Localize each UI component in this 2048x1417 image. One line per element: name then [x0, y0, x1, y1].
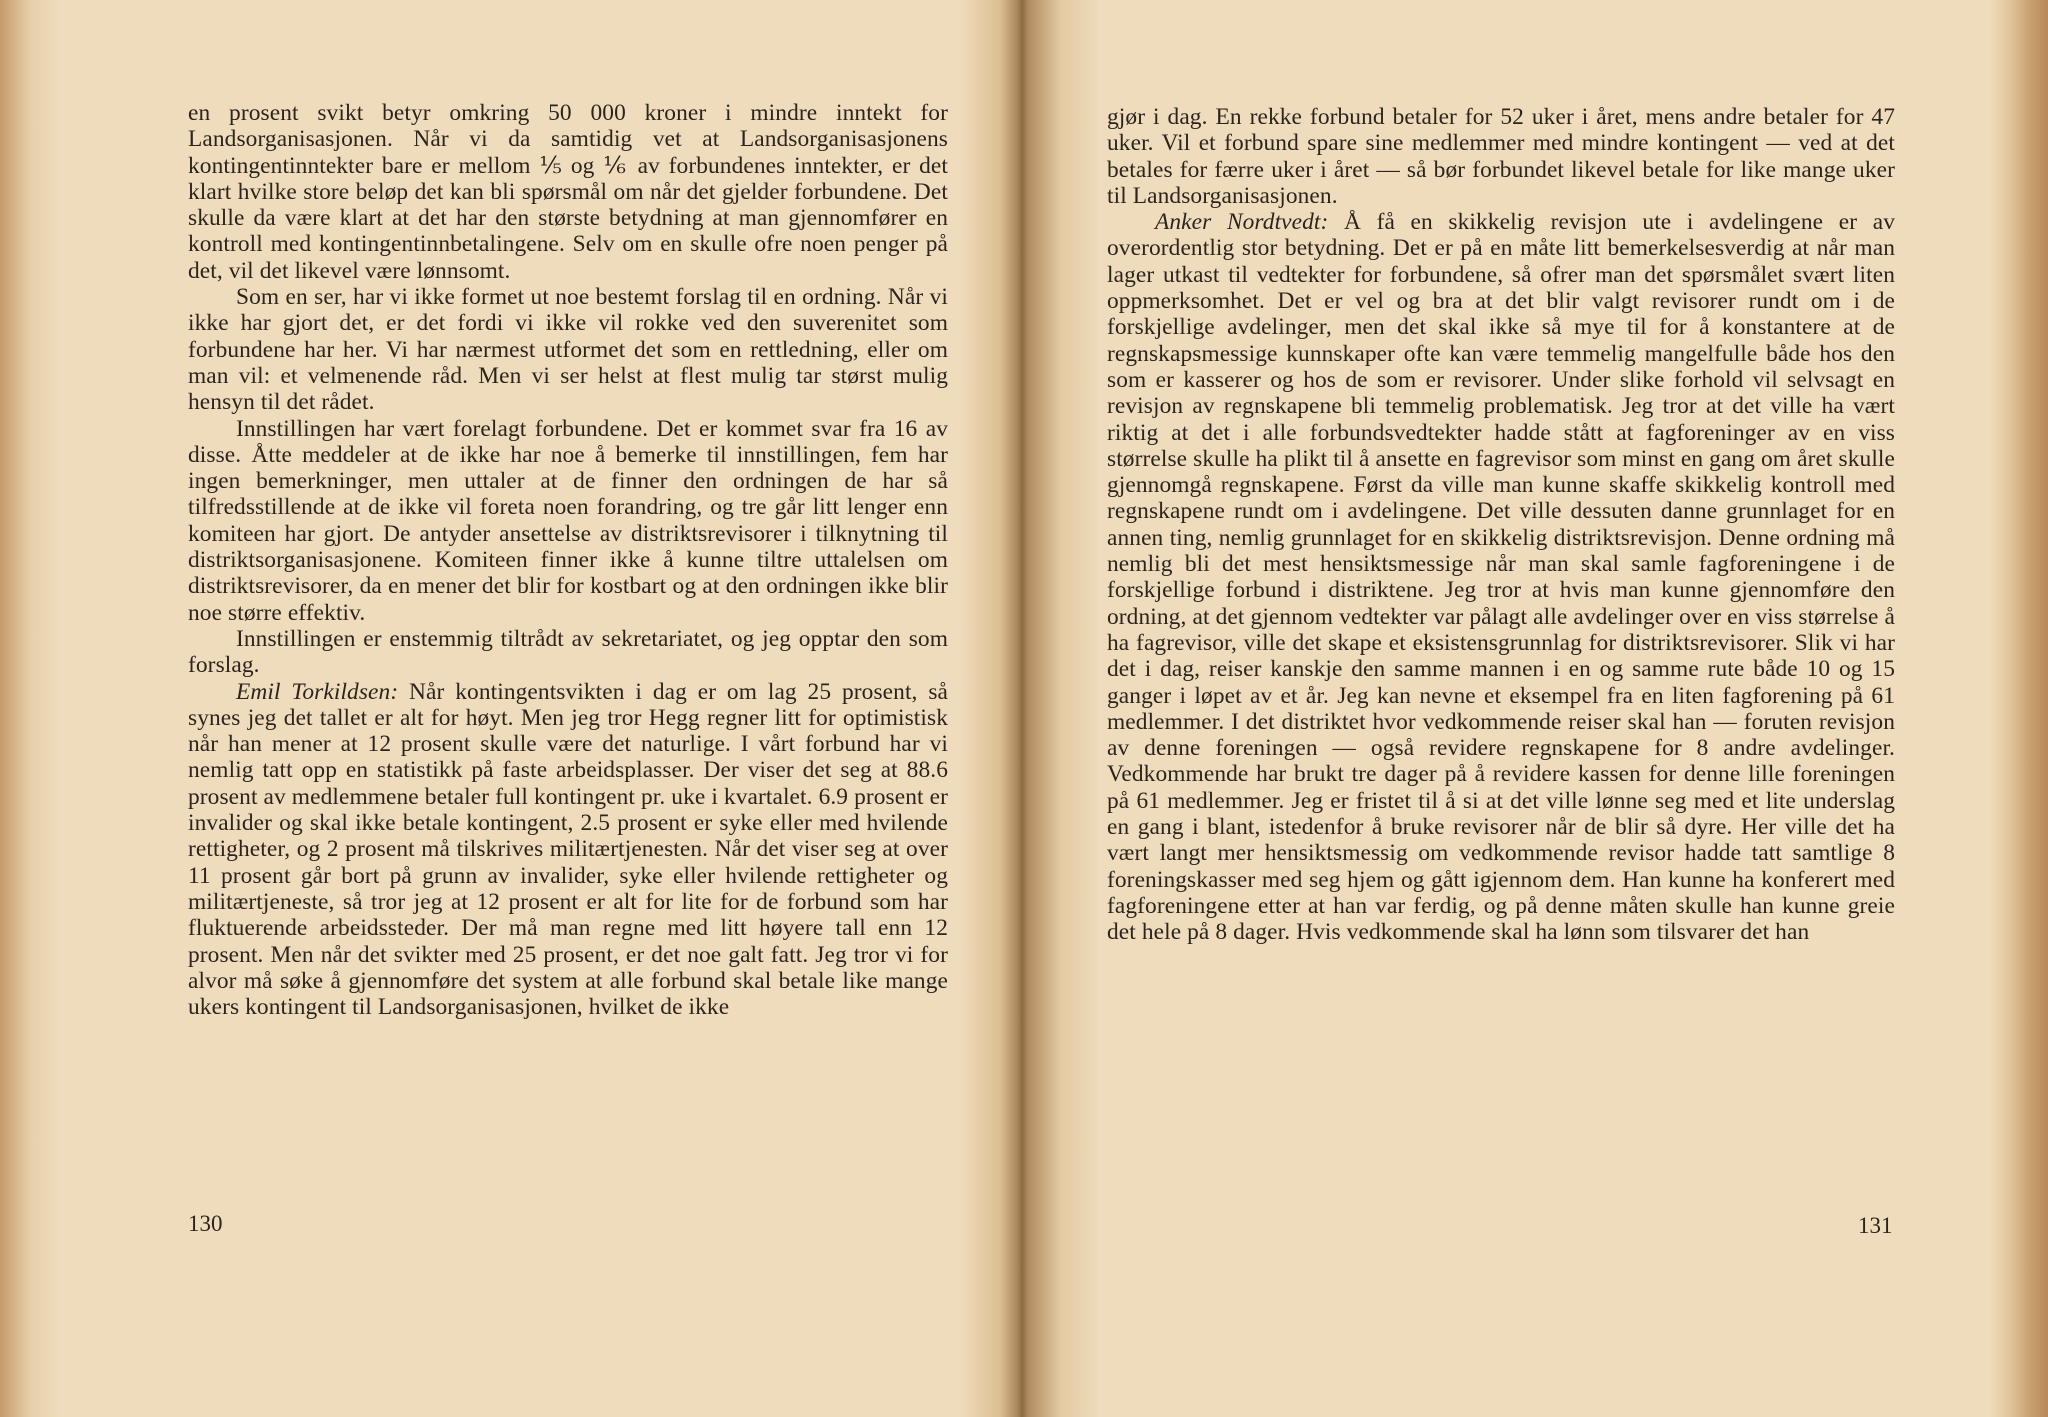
paragraph: [188, 679, 948, 1021]
paragraph: [1107, 209, 1895, 945]
paragraph: gjør i dag. En rekke forbund betaler for 52 uker i året, mens andre betaler for 47 uker. Vil et forbund spare sine medlemmer med mindre kontingent — ved at det betales for færre uker i året — så bør forbundet likevel betale for like mange uker til Landsorganisasjonen.: [1107, 104, 1895, 209]
right-page: [1028, 0, 2048, 1417]
paragraph-text: Når kontingentsvikten i dag er om lag 25 prosent, så synes jeg det tallet er alt for høyt. Men jeg tror Hegg regner litt for optimistisk når han mener at 12 prosent skulle være det naturlige. I vårt forbund har vi nemlig tatt opp en statistikk på faste arbeidsplasser. Der viser det seg at 88.6 prosent av medlemmene betaler full kontingent pr. uke i kvartalet. 6.9 prosent er invalider og skal ikke betale kontingent, 2.5 prosent er syke eller med hvilende rettigheter, og 2 prosent må tilskrives militærtjenesten. Når det viser seg at over 11 prosent går bort på grunn av invalider, syke eller hvilende rettigheter og militærtjeneste, så tror jeg at 12 prosent er alt for lite for de forbund som har fluktuerende arbeidssteder. Der må man regne med litt høyere tall enn 12 prosent. Men når det svikter med 25 prosent, er det noe galt fatt. Jeg tror vi for alvor må søke å gjennomføre det system at alle forbund skal betale like mange ukers kontingent til Landsorganisasjonen, hvilket de ikke: [188, 678, 948, 1021]
speaker-name: Anker Nordtvedt:: [1155, 209, 1329, 236]
left-page: [0, 0, 1018, 1417]
right-page-text: [1107, 104, 1895, 946]
paragraph-text: Å få en skikkelig revisjon ute i avdelingene er av overordentlig stor betydning. Det er på en måte litt bemerkelsesverdig at når man lager utkast til vedtekter for forbundene, så ofrer man det spørsmålet svært liten oppmerksomhet. Det er vel og bra at det blir valgt revisorer rundt om i de forskjellige avdelinger, men det skal ikke så mye til for å konstantere at de regnskapsmessige kunnskaper ofte kan være temmelig mangelfulle både hos den som er kasserer og hos de som er revisorer. Under slike forhold vil selvsagt en revisjon av regnskapene bli temmelig problematisk. Jeg tror at det ville ha vært riktig at det i alle forbundsvedtekter hadde stått at fagforeninger av en viss størrelse skulle ha plikt til å ansette en fagrevisor som minst en gang om året skulle gjennomgå regnskapene. Først da ville man kunne skaffe skikkelig kontroll med regnskapene rundt om i avdelingene. Det ville dessuten danne grunnlaget for en annen ting, nemlig grunnlaget for en skikkelig distriktsrevisjon. Denne ordning må nemlig bli det mest hensiktsmessige når man skal samle fagforeningene i de forskjellige forbund i distriktene. Jeg tror at hvis man kunne gjennomføre den ordning, at det gjennom vedtekter var pålagt alle avdelinger over en viss størrelse å ha fagrevisor, ville det skape et eksistensgrunnlag for distriktsrevisorer. Slik vi har det i dag, reiser kanskje den samme mannen i en og samme rute både 10 og 15 ganger i løpet av et år. Jeg kan nevne et eksempel fra en liten fagforening på 61 medlemmer. I det distriktet hvor vedkommende reiser skal han — foruten revisjon av denne foreningen — også revidere regnskapene for 8 andre avdelinger. Vedkommende har brukt tre dager på å revidere kassen for denne lille foreningen på 61 medlemmer. Jeg er fristet til å si at det ville lønne seg med et lite underslag en gang i blant, istedenfor å bruke revisorer når de blir så dyre. Her ville det ha vært langt mer hensiktsmessig om vedkommende revisor hadde tatt samtlige 8 foreningskasser med seg hjem og gått igjennom dem. Han kunne ha konferert med fagforeningene etter at han var ferdig, og på denne måten skulle han kunne greie det hele på 8 dager. Hvis vedkommende skal ha lønn som tilsvarer det han: [1107, 209, 1895, 946]
page-number: 131: [1858, 1213, 1893, 1238]
paragraph: en prosent svikt betyr omkring 50 000 kroner i mindre inntekt for Landsorganisasjonen. Når vi da samtidig vet at Landsorganisasjonens kontingentinntekter bare er mellom ⅕ og ⅙ av forbundenes inntekter, er det klart hvilke store beløp det kan bli spørsmål om når det gjelder forbundene. Det skulle da være klart at det har den største betydning at man gjennomfører en kontroll med kontingentinnbetalingene. Selv om en skulle ofre noen penger på det, vil det likevel være lønnsomt.: [188, 100, 948, 284]
page-number: 130: [188, 1211, 223, 1236]
paragraph: Innstillingen er enstemmig tiltrådt av sekretariatet, og jeg opptar den som forslag.: [188, 625, 948, 679]
speaker-name: Emil Torkildsen:: [236, 678, 399, 705]
left-page-text: [188, 100, 948, 1020]
paragraph: Som en ser, har vi ikke formet ut noe bestemt forslag til en ordning. Når vi ikke har gjort det, er det fordi vi ikke vil rokke ved den suverenitet som forbundene har her. Vi har nærmest utformet det som en rettledning, eller om man vil: et velmenende råd. Men vi ser helst at flest mulig tar størst mulig hensyn til det rådet.: [188, 284, 948, 416]
paragraph: Innstillingen har vært forelagt forbundene. Det er kommet svar fra 16 av disse. Åtte meddeler at de ikke har noe å bemerke til innstillingen, fem har ingen bemerkninger, men uttaler at de finner den ordningen de har så tilfredsstillende at de ikke vil foreta noen forandring, og tre går litt lenger enn komiteen har gjort. De antyder ansettelse av distriktsrevisorer i tilknytning til distriktsorganisasjonene. Komiteen finner ikke å kunne tiltre uttalelsen om distriktsrevisorer, da en mener det blir for kostbart og at den ordningen ikke blir noe større effektiv.: [188, 415, 948, 626]
